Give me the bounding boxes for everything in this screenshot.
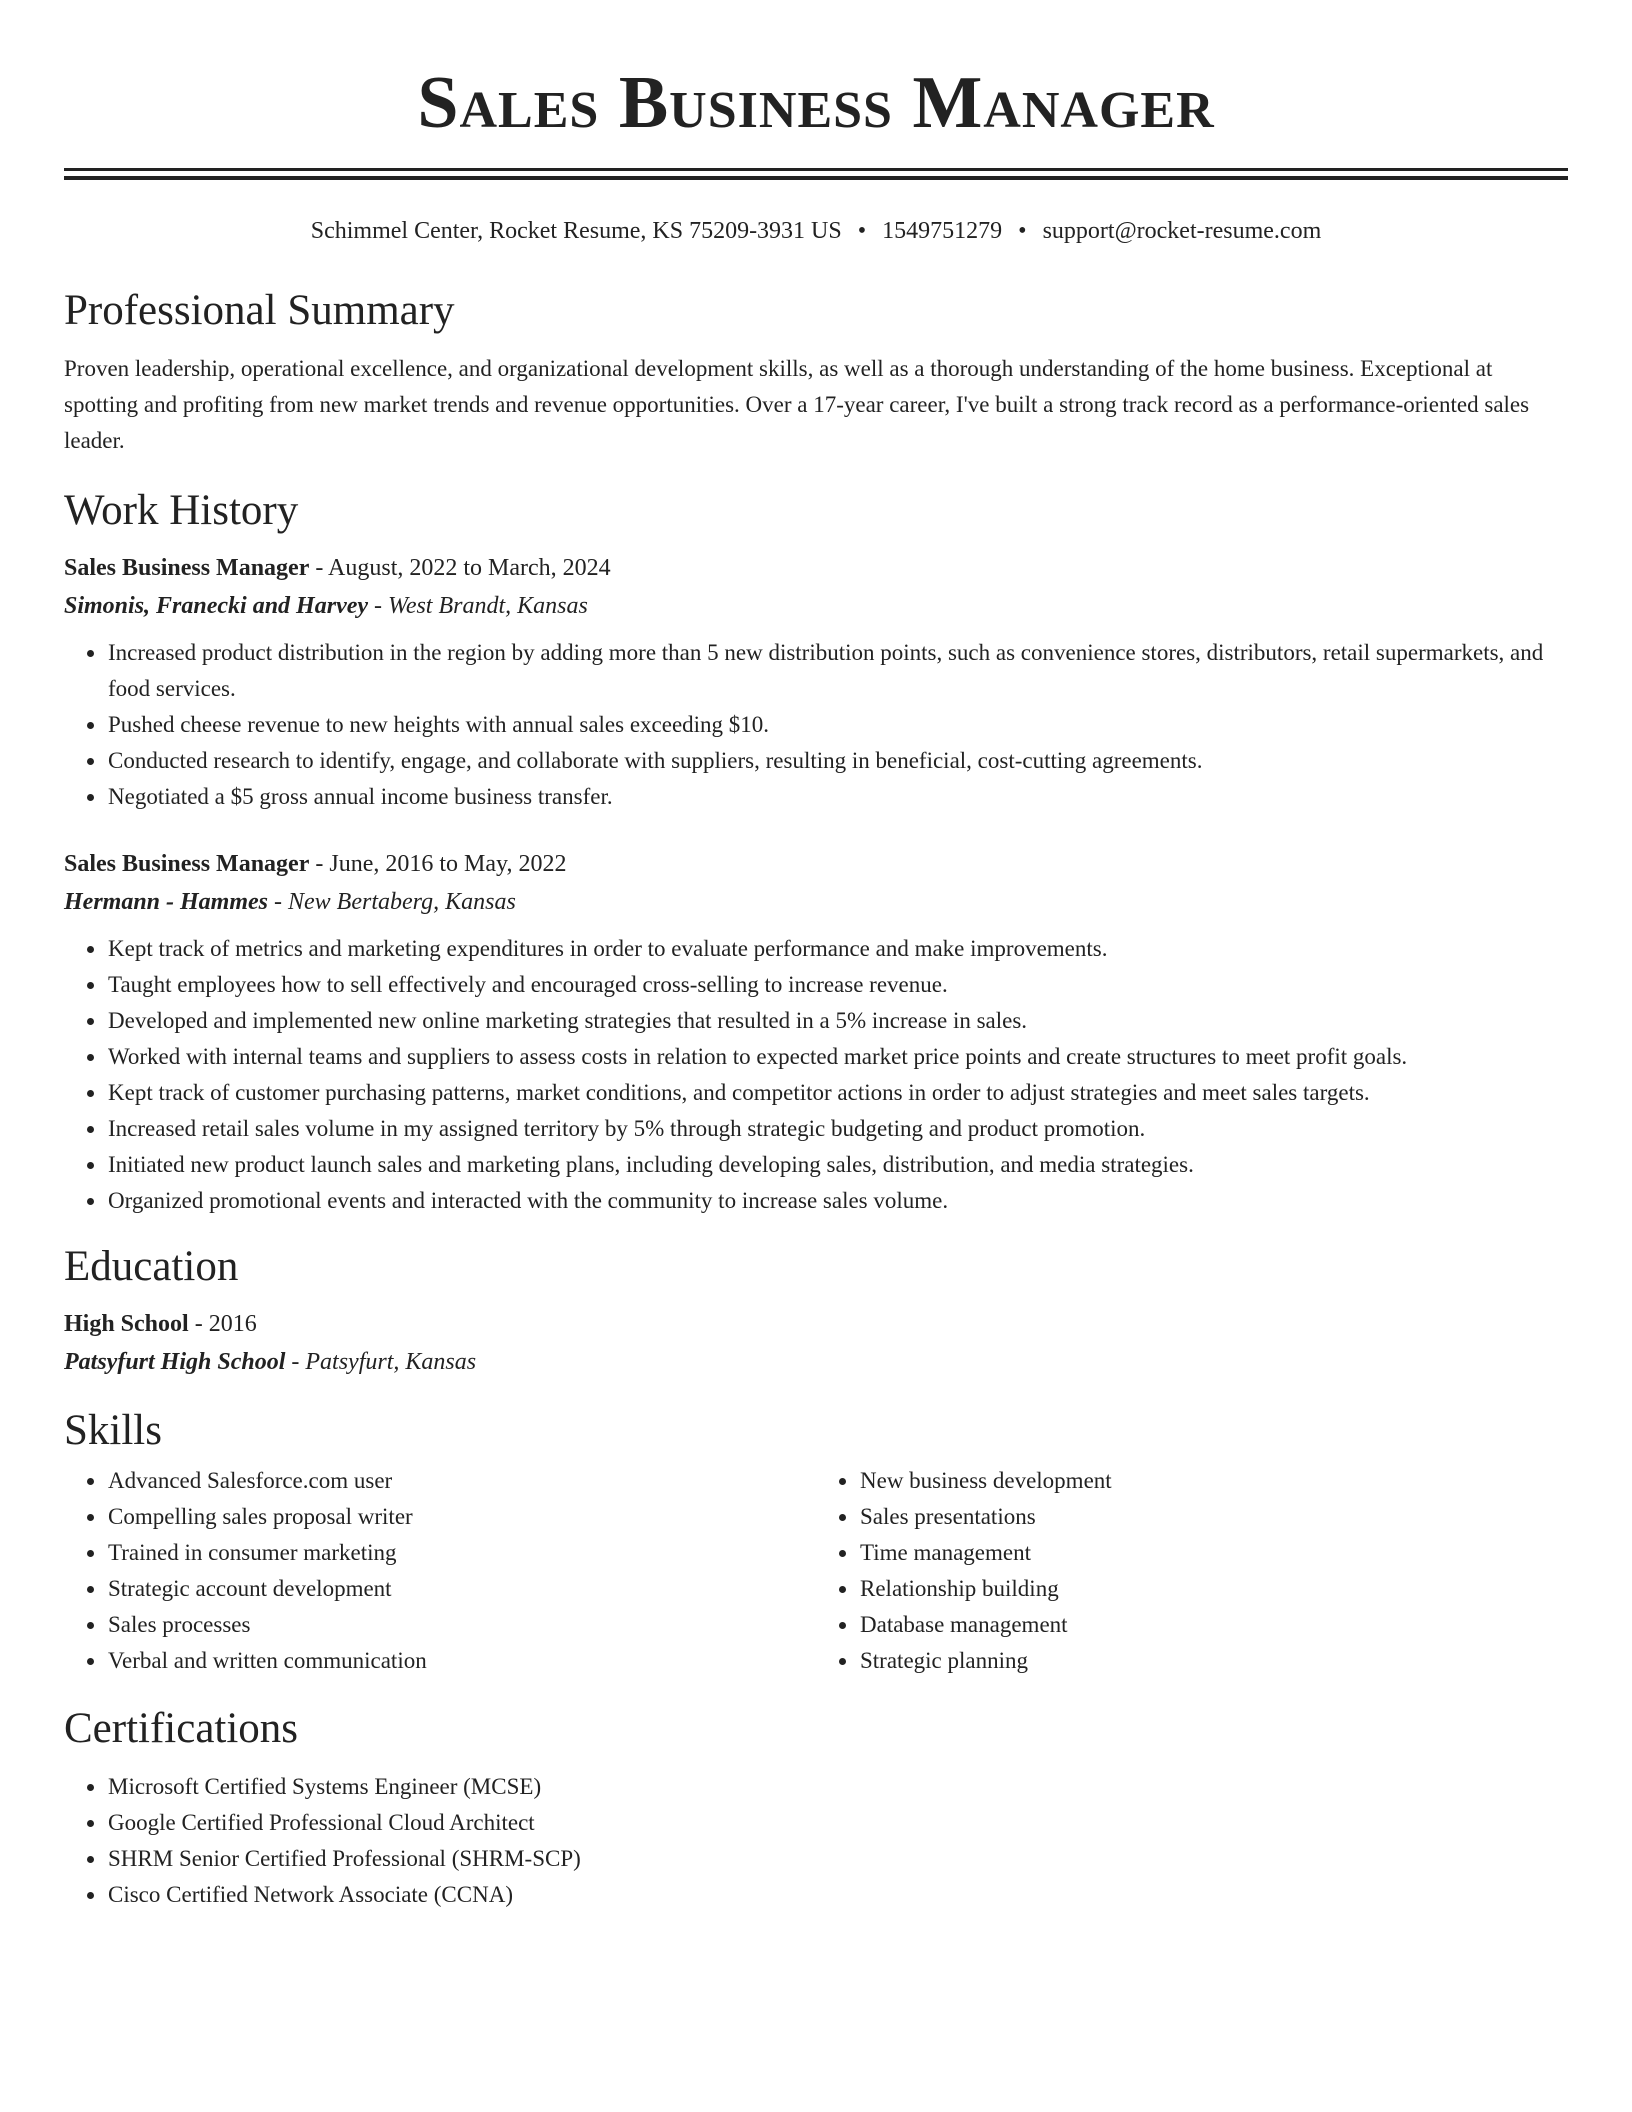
- list-item: • Kept track of customer purchasing patterns, market conditions, and competitor actions in order to adjust strategies and meet sales targets.: [107, 1075, 1568, 1111]
- contact-line: [64, 214, 1568, 248]
- contact-email: support@rocket-resume.com: [1042, 218, 1322, 244]
- list-item: • Sales presentations: [859, 1499, 1568, 1535]
- work-history-heading: Work History: [64, 487, 299, 534]
- education-year: - 2016: [194, 1311, 257, 1337]
- list-item: • Google Certified Professional Cloud Architect: [107, 1805, 1568, 1841]
- job-bullets: [64, 635, 1568, 815]
- list-item: • Increased product distribution in the region by adding more than 5 new distribution points, such as convenience stores, distributors, retail supermarkets, and food services.: [107, 635, 1568, 707]
- list-item: • Trained in consumer marketing: [107, 1535, 816, 1571]
- list-item: • Increased retail sales volume in my assigned territory by 5% through strategic budgeting and product promotion.: [107, 1111, 1568, 1147]
- education-school-line: [64, 1343, 1568, 1381]
- contact-address: Schimmel Center, Rocket Resume, KS 75209-3931 US: [310, 218, 842, 244]
- list-item: • Conducted research to identify, engage, and collaborate with suppliers, resulting in beneficial, cost-cutting agreements.: [107, 743, 1568, 779]
- summary-heading: Professional Summary: [64, 287, 455, 334]
- header-rule-top: [64, 168, 1568, 171]
- list-item: • SHRM Senior Certified Professional (SHRM-SCP): [107, 1841, 1568, 1877]
- company-name: Simonis, Franecki and Harvey: [64, 593, 369, 619]
- list-item: • Initiated new product launch sales and marketing plans, including developing sales, distribution, and media strategies.: [107, 1147, 1568, 1183]
- contact-phone: 1549751279: [882, 218, 1003, 244]
- list-item: • Strategic planning: [859, 1643, 1568, 1679]
- list-item: • Time management: [859, 1535, 1568, 1571]
- list-item: • New business development: [859, 1463, 1568, 1499]
- job-title: Sales Business Manager: [64, 555, 310, 581]
- job-entry: [64, 845, 1568, 1219]
- company-line: [64, 587, 1568, 625]
- education-degree-line: [64, 1305, 1568, 1343]
- list-item: • Organized promotional events and interacted with the community to increase sales volume.: [107, 1183, 1568, 1219]
- certifications-heading: Certifications: [64, 1705, 299, 1752]
- company-location: - New Bertaberg, Kansas: [274, 889, 516, 915]
- job-title-line: [64, 845, 1568, 883]
- resume-title: Sales Business Manager: [417, 62, 1215, 144]
- education-heading: Education: [64, 1243, 239, 1290]
- list-item: • Kept track of metrics and marketing expenditures in order to evaluate performance and make improvements.: [107, 931, 1568, 967]
- list-item: • Taught employees how to sell effectively and encouraged cross-selling to increase revenue.: [107, 967, 1568, 1003]
- list-item: • Worked with internal teams and suppliers to assess costs in relation to expected market price points and create structures to meet profit goals.: [107, 1039, 1568, 1075]
- list-item: • Microsoft Certified Systems Engineer (MCSE): [107, 1769, 1568, 1805]
- certifications-list: [64, 1769, 1568, 1913]
- header-rule-bottom: [64, 176, 1568, 180]
- job-bullets: [64, 931, 1568, 1219]
- job-title: Sales Business Manager: [64, 851, 310, 877]
- education-degree: High School: [64, 1311, 189, 1337]
- job-dates: - August, 2022 to March, 2024: [315, 555, 611, 581]
- summary-text: Proven leadership, operational excellence, and organizational development skills, as well as a thorough understanding of the home business. Exceptional at spotting and profiting from new market trends and revenue opportunities. Over a 17-year career, I've built a strong track record as a performance-oriented sales leader.: [64, 356, 1530, 453]
- school-name: Patsyfurt High School: [64, 1349, 286, 1375]
- list-item: • Sales processes: [107, 1607, 816, 1643]
- skills-list-left: [64, 1463, 816, 1679]
- list-item: • Advanced Salesforce.com user: [107, 1463, 816, 1499]
- contact-separator: •: [1018, 218, 1027, 244]
- list-item: • Verbal and written communication: [107, 1643, 816, 1679]
- company-name: Hermann - Hammes: [64, 889, 269, 915]
- skills-list-right: [816, 1463, 1568, 1679]
- list-item: • Developed and implemented new online marketing strategies that resulted in a 5% increase in sales.: [107, 1003, 1568, 1039]
- job-dates: - June, 2016 to May, 2022: [315, 851, 567, 877]
- school-location: - Patsyfurt, Kansas: [291, 1349, 477, 1375]
- list-item: • Negotiated a $5 gross annual income business transfer.: [107, 779, 1568, 815]
- education-entry: [64, 1305, 1568, 1381]
- list-item: • Compelling sales proposal writer: [107, 1499, 816, 1535]
- contact-separator: •: [857, 218, 867, 244]
- list-item: • Pushed cheese revenue to new heights with annual sales exceeding $10.: [107, 707, 1568, 743]
- job-entry: [64, 549, 1568, 815]
- company-line: [64, 883, 1568, 921]
- list-item: • Strategic account development: [107, 1571, 816, 1607]
- list-item: • Cisco Certified Network Associate (CCNA): [107, 1877, 1568, 1913]
- skills-heading: Skills: [64, 1407, 162, 1454]
- job-title-line: [64, 549, 1568, 587]
- company-location: - West Brandt, Kansas: [374, 593, 588, 619]
- list-item: • Relationship building: [859, 1571, 1568, 1607]
- list-item: • Database management: [859, 1607, 1568, 1643]
- skills-columns: [64, 1457, 1568, 1679]
